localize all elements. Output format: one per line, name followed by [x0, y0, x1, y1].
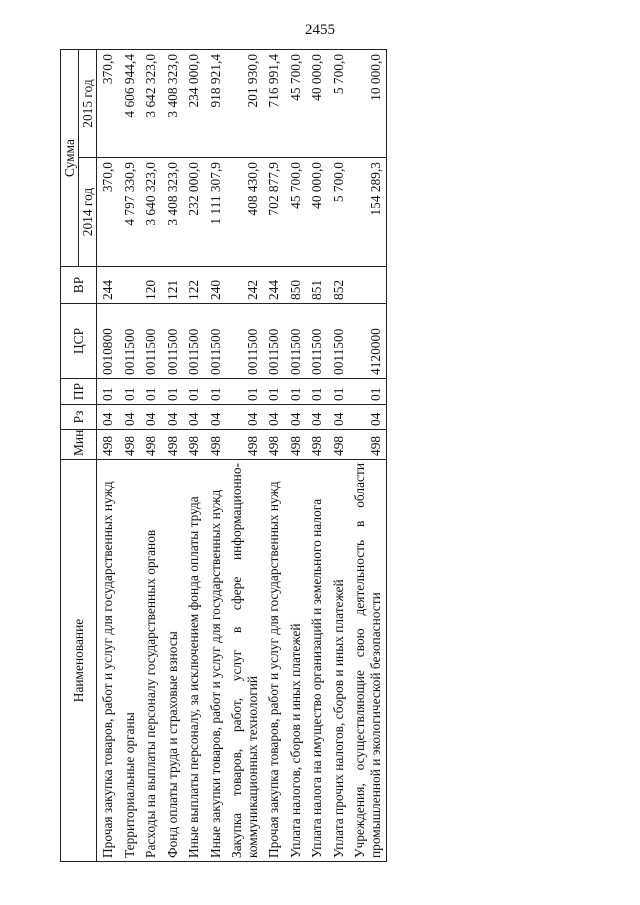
- row-min: 498: [140, 430, 162, 460]
- row-sum-2014: 40 000,0: [306, 158, 328, 267]
- row-name: Уплата налогов, сборов и иных платежей: [285, 460, 307, 862]
- row-sum-2015: 370,0: [97, 49, 119, 157]
- table-row: [226, 49, 263, 861]
- header-vr: ВР: [61, 267, 97, 304]
- table-row: [97, 49, 119, 861]
- row-sum-2014: 4 797 330,9: [119, 158, 141, 267]
- row-vr: 851: [306, 267, 328, 304]
- row-csr: 0011500: [226, 304, 263, 379]
- row-vr: 240: [205, 267, 227, 304]
- row-sum-2015: 3 408 323,0: [162, 49, 184, 157]
- row-pr: 01: [226, 379, 263, 405]
- row-min: 498: [285, 430, 307, 460]
- row-rz: 04: [183, 405, 205, 430]
- table-row: [306, 49, 328, 861]
- row-csr: 0010800: [97, 304, 119, 379]
- row-sum-2014: 1 111 307,9: [205, 158, 227, 267]
- row-name: Учреждения, осуществляющие свою деятельность в области промышленной и экологической безопасности: [349, 460, 387, 862]
- row-name: Прочая закупка товаров, работ и услуг для государственных нужд: [97, 460, 119, 862]
- row-csr: 0011500: [162, 304, 184, 379]
- header-rz: Рз: [61, 405, 97, 430]
- row-pr: 01: [119, 379, 141, 405]
- row-vr: 122: [183, 267, 205, 304]
- row-csr: 0011500: [328, 304, 350, 379]
- row-rz: 04: [263, 405, 285, 430]
- row-sum-2014: 370,0: [97, 158, 119, 267]
- row-vr: 244: [97, 267, 119, 304]
- table-row: [140, 49, 162, 861]
- row-min: 498: [349, 430, 387, 460]
- table-body: [97, 49, 387, 861]
- row-vr: 242: [226, 267, 263, 304]
- row-rz: 04: [328, 405, 350, 430]
- row-sum-2015: 201 930,0: [226, 49, 263, 157]
- row-sum-2015: 40 000,0: [306, 49, 328, 157]
- row-vr: [119, 267, 141, 304]
- header-name: Наименование: [61, 460, 97, 862]
- row-csr: 0011500: [306, 304, 328, 379]
- table-row: [328, 49, 350, 861]
- row-name: Иные закупки товаров, работ и услуг для государственных нужд: [205, 460, 227, 862]
- row-sum-2015: 234 000,0: [183, 49, 205, 157]
- row-rz: 04: [119, 405, 141, 430]
- row-sum-2014: 3 408 323,0: [162, 158, 184, 267]
- row-sum-2014: 232 000,0: [183, 158, 205, 267]
- header-2015: 2015 год: [79, 49, 97, 157]
- row-sum-2015: 5 700,0: [328, 49, 350, 157]
- row-min: 498: [263, 430, 285, 460]
- row-min: 498: [162, 430, 184, 460]
- page-number: 2455: [305, 22, 335, 38]
- row-csr: 0011500: [263, 304, 285, 379]
- row-rz: 04: [349, 405, 387, 430]
- table-row: [162, 49, 184, 861]
- row-rz: 04: [162, 405, 184, 430]
- rotated-table-container: [60, 50, 572, 862]
- row-pr: 01: [183, 379, 205, 405]
- row-vr: 121: [162, 267, 184, 304]
- row-rz: 04: [140, 405, 162, 430]
- row-sum-2014: 3 640 323,0: [140, 158, 162, 267]
- table-row: [285, 49, 307, 861]
- row-pr: 01: [306, 379, 328, 405]
- row-sum-2015: 45 700,0: [285, 49, 307, 157]
- row-pr: 01: [263, 379, 285, 405]
- row-sum-2015: 918 921,4: [205, 49, 227, 157]
- row-vr: [349, 267, 387, 304]
- row-csr: 0011500: [183, 304, 205, 379]
- row-name: Прочая закупка товаров, работ и услуг для государственных нужд: [263, 460, 285, 862]
- row-rz: 04: [97, 405, 119, 430]
- row-vr: 120: [140, 267, 162, 304]
- row-name: Уплата налога на имущество организаций и земельного налога: [306, 460, 328, 862]
- table-row: [263, 49, 285, 861]
- row-rz: 04: [205, 405, 227, 430]
- row-sum-2014: 5 700,0: [328, 158, 350, 267]
- row-name: Закупка товаров, работ, услуг в сфере информационно-коммуникационных технологий: [226, 460, 263, 862]
- row-vr: 852: [328, 267, 350, 304]
- header-2014: 2014 год: [79, 158, 97, 267]
- row-sum-2015: 3 642 323,0: [140, 49, 162, 157]
- row-pr: 01: [285, 379, 307, 405]
- row-rz: 04: [226, 405, 263, 430]
- row-sum-2014: 702 877,9: [263, 158, 285, 267]
- row-min: 498: [205, 430, 227, 460]
- row-rz: 04: [306, 405, 328, 430]
- row-sum-2014: 154 289,3: [349, 158, 387, 267]
- budget-table: [60, 49, 387, 862]
- header-sum: Сумма: [61, 49, 79, 266]
- row-name: Уплата прочих налогов, сборов и иных платежей: [328, 460, 350, 862]
- header-min: Мин: [61, 430, 97, 460]
- row-csr: 0011500: [205, 304, 227, 379]
- table-row: [205, 49, 227, 861]
- row-sum-2014: 408 430,0: [226, 158, 263, 267]
- row-name: Территориальные органы: [119, 460, 141, 862]
- table-row: [349, 49, 387, 861]
- header-csr: ЦСР: [61, 304, 97, 379]
- row-pr: 01: [328, 379, 350, 405]
- row-csr: 0011500: [285, 304, 307, 379]
- row-vr: 850: [285, 267, 307, 304]
- row-min: 498: [226, 430, 263, 460]
- row-min: 498: [119, 430, 141, 460]
- row-csr: 4120000: [349, 304, 387, 379]
- row-csr: 0011500: [140, 304, 162, 379]
- row-csr: 0011500: [119, 304, 141, 379]
- row-pr: 01: [97, 379, 119, 405]
- row-sum-2014: 45 700,0: [285, 158, 307, 267]
- row-sum-2015: 716 991,4: [263, 49, 285, 157]
- row-sum-2015: 4 606 944,4: [119, 49, 141, 157]
- header-pr: ПР: [61, 379, 97, 405]
- row-pr: 01: [140, 379, 162, 405]
- table-row: [119, 49, 141, 861]
- row-pr: 01: [162, 379, 184, 405]
- table-row: [183, 49, 205, 861]
- row-pr: 01: [205, 379, 227, 405]
- row-vr: 244: [263, 267, 285, 304]
- row-name: Фонд оплаты труда и страховые взносы: [162, 460, 184, 862]
- row-min: 498: [328, 430, 350, 460]
- row-min: 498: [97, 430, 119, 460]
- row-min: 498: [306, 430, 328, 460]
- row-sum-2015: 10 000,0: [349, 49, 387, 157]
- row-pr: 01: [349, 379, 387, 405]
- row-rz: 04: [285, 405, 307, 430]
- row-name: Иные выплаты персоналу, за исключением фонда оплаты труда: [183, 460, 205, 862]
- row-name: Расходы на выплаты персоналу государственных органов: [140, 460, 162, 862]
- row-min: 498: [183, 430, 205, 460]
